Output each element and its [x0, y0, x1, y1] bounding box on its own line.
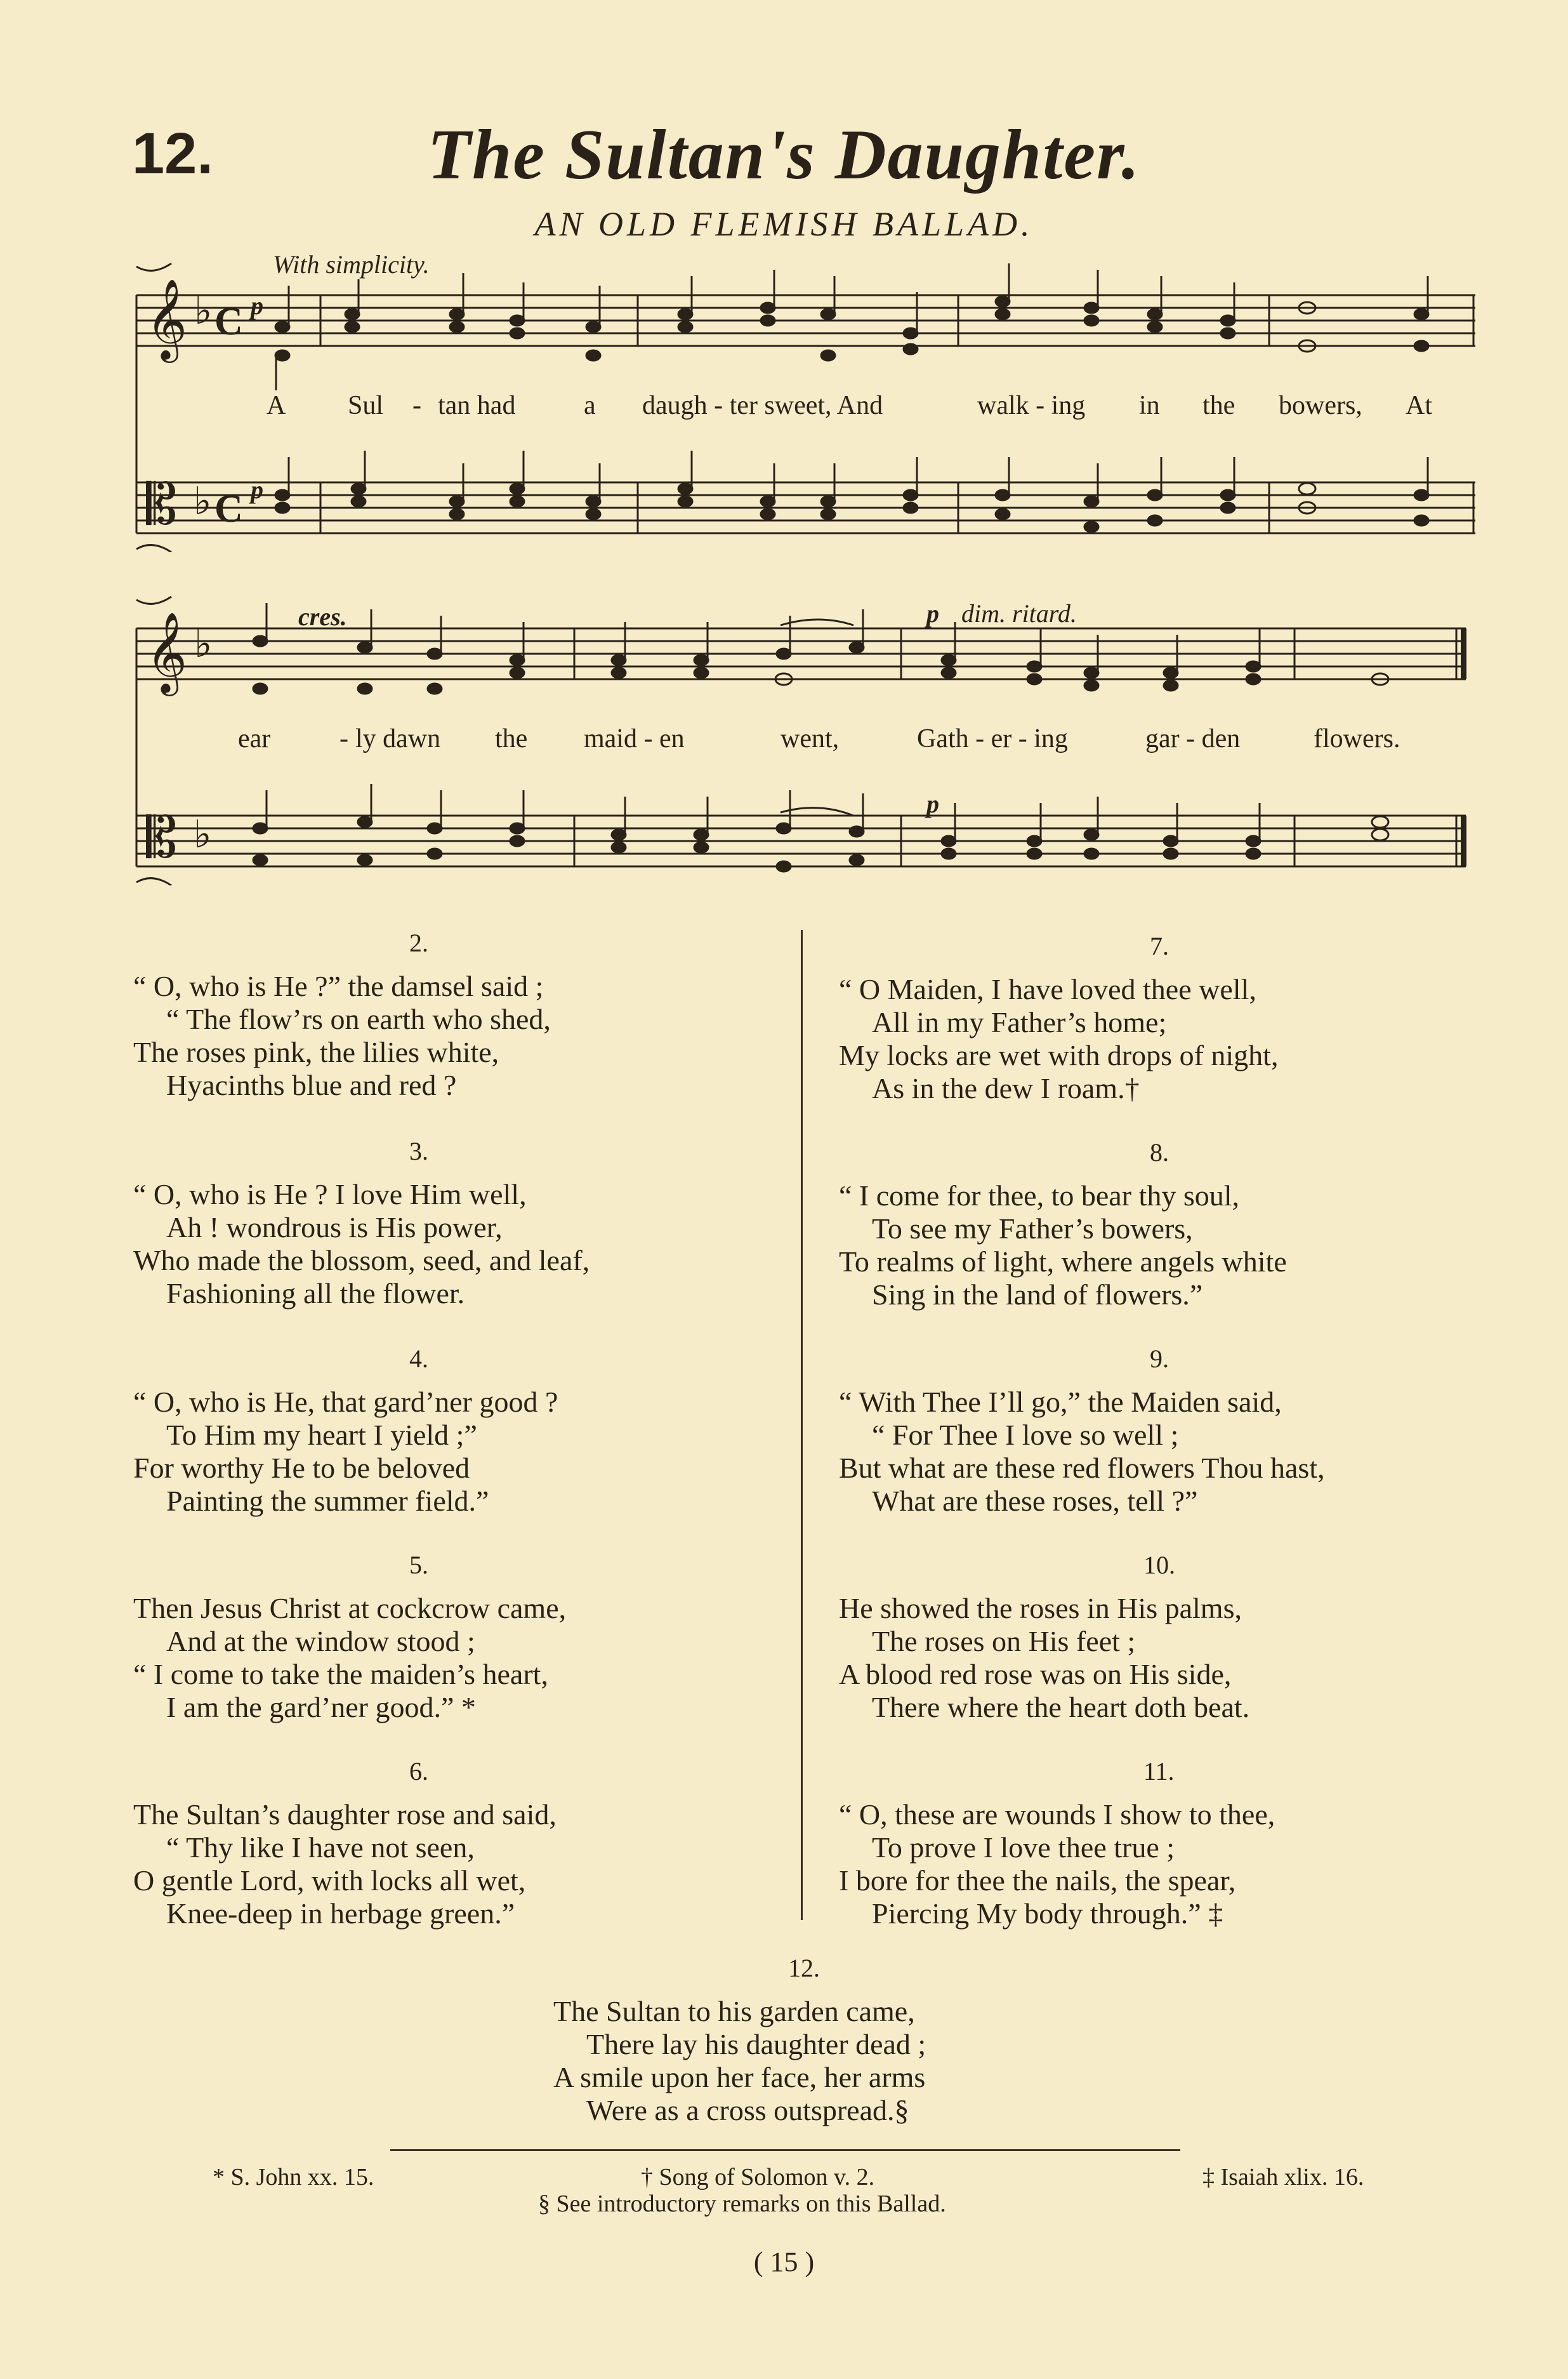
verse-line: “ The flow’rs on earth who shed,: [166, 1003, 551, 1035]
verse-line: O gentle Lord, with locks all wet,: [133, 1864, 526, 1897]
verse-line: “ I come to take the maiden’s heart,: [133, 1658, 548, 1690]
lyrics-line-1: [267, 391, 1432, 420]
common-time-icon: C: [214, 487, 243, 531]
verse-line: Were as a cross outspread.§: [586, 2094, 909, 2126]
dynamic-p: p: [926, 599, 939, 628]
verse-number: 4.: [409, 1344, 428, 1373]
verse-11: [839, 1755, 1486, 1930]
final-barline: [1461, 816, 1466, 866]
lyric-syllable: -: [412, 391, 421, 420]
lyric-syllable: gar - den: [1145, 724, 1241, 753]
verse-line: Who made the blossom, seed, and leaf,: [133, 1244, 590, 1276]
system-brace-top: [136, 263, 171, 270]
verse-8: [839, 1136, 1486, 1311]
dynamic-dim-ritard: dim. ritard.: [961, 599, 1077, 628]
verse-line: Ah ! wondrous is His power,: [166, 1211, 503, 1243]
lyric-syllable: -: [339, 724, 348, 753]
hymn-number: 12.: [132, 121, 213, 186]
lyric-syllable: daugh - ter sweet, And: [642, 391, 883, 420]
lyric-syllable: Sul: [348, 391, 384, 420]
lyric-syllable: in: [1139, 391, 1160, 420]
common-time-icon: C: [214, 300, 243, 343]
verse-line: There lay his daughter dead ;: [586, 2028, 926, 2060]
verse-3: [133, 1135, 704, 1310]
treble-clef-icon: 𝄞: [146, 611, 188, 692]
verse-line: Painting the summer field.”: [166, 1485, 489, 1517]
verse-line: I bore for thee the nails, the spear,: [839, 1864, 1236, 1897]
column-divider: [801, 930, 803, 1920]
verse-number: 6.: [409, 1757, 428, 1786]
subtitle: AN OLD FLEMISH BALLAD.: [534, 205, 1034, 243]
verse-line: A blood red rose was on His side,: [839, 1658, 1232, 1690]
verse-line: “ O, who is He ? I love Him well,: [133, 1178, 527, 1210]
verse-line: There where the heart doth beat.: [872, 1691, 1250, 1723]
lyric-syllable: bowers,: [1279, 391, 1362, 420]
verse-number: 2.: [409, 929, 428, 957]
alto-clef-icon: 𝄡: [146, 805, 178, 870]
final-barline: [1461, 628, 1466, 679]
verse-line: And at the window stood ;: [166, 1625, 475, 1657]
slur: [781, 620, 853, 625]
lyric-syllable: a: [584, 391, 596, 420]
verse-line: The roses on His feet ;: [872, 1625, 1136, 1657]
verse-line: For worthy He to be beloved: [133, 1452, 470, 1484]
staff-lines-treble-1: [136, 295, 1475, 346]
verse-line: “ O, who is He, that gard’ner good ?: [133, 1386, 558, 1418]
verse-line: “ For Thee I love so well ;: [872, 1419, 1179, 1451]
verse-line: “ O, who is He ?” the damsel said ;: [133, 970, 544, 1002]
verse-number: 10.: [1143, 1551, 1175, 1579]
verse-number: 11.: [1143, 1757, 1175, 1786]
verse-line: My locks are wet with drops of night,: [839, 1039, 1279, 1071]
footnote-rule: [390, 2149, 1180, 2151]
verse-line: He showed the roses in His palms,: [839, 1592, 1242, 1624]
system-brace-bottom: [136, 545, 171, 552]
verse-5: [133, 1549, 704, 1724]
verse-line: Piercing My body through.” ‡: [872, 1897, 1223, 1930]
verse-line: Sing in the land of flowers.”: [872, 1278, 1203, 1311]
verse-line: Hyacinths blue and red ?: [166, 1069, 457, 1101]
notes-system-2: [253, 636, 1388, 871]
system-brace-top: [136, 597, 171, 604]
lyrics-line-2: [238, 724, 1400, 753]
verse-line: “ With Thee I’ll go,” the Maiden said,: [839, 1386, 1282, 1418]
verse-line: What are these roses, tell ?”: [872, 1485, 1198, 1517]
score-system-2: [0, 587, 1568, 885]
verse-line: “ I come for thee, to bear thy soul,: [839, 1179, 1239, 1212]
dynamic-p: p: [926, 790, 939, 818]
verse-10: [839, 1549, 1486, 1724]
verse-line: But what are these red flowers Thou hast,: [839, 1452, 1325, 1484]
lyric-syllable: A: [267, 391, 286, 420]
verse-line: I am the gard’ner good.” *: [166, 1691, 476, 1723]
verse-line: “ O Maiden, I have loved thee well,: [839, 973, 1256, 1005]
verse-number: 3.: [409, 1137, 428, 1165]
lyric-syllable: ly dawn: [355, 724, 441, 753]
verse-9: [839, 1342, 1512, 1518]
verse-number: 8.: [1150, 1138, 1169, 1167]
staff-lines-bass-2: [136, 816, 1466, 866]
slur: [781, 808, 853, 816]
verse-4: [133, 1342, 704, 1518]
footnote: † Song of Solomon v. 2.: [641, 2164, 875, 2190]
footnote: * S. John xx. 15.: [213, 2164, 374, 2190]
alto-clef-icon: 𝄡: [146, 472, 178, 537]
flat-key-icon: ♭: [194, 622, 213, 666]
dynamic-p: p: [251, 475, 263, 504]
lyric-syllable: went,: [781, 724, 840, 753]
footnote: ‡ Isaiah xlix. 16.: [1202, 2164, 1364, 2190]
lyric-syllable: maid - en: [584, 724, 685, 753]
verse-line: Fashioning all the flower.: [166, 1277, 465, 1309]
note-stems-1: [276, 263, 1428, 501]
lyric-syllable: the: [1202, 391, 1235, 420]
score-system-1: [0, 254, 1568, 552]
lyric-syllable: ear: [238, 724, 271, 753]
verse-number: 12.: [788, 1954, 820, 1982]
lyric-syllable: the: [495, 724, 528, 753]
flat-key-icon: ♭: [194, 479, 212, 524]
verse-line: The Sultan to his garden came,: [553, 1995, 915, 2027]
page-title: The Sultan's Daughter.: [427, 116, 1141, 194]
verse-line: Then Jesus Christ at cockcrow came,: [133, 1592, 567, 1624]
verse-number: 7.: [1150, 932, 1169, 960]
verse-line: “ Thy like I have not seen,: [166, 1831, 475, 1864]
verse-number: 9.: [1150, 1344, 1169, 1373]
verse-line: To Him my heart I yield ;”: [166, 1419, 477, 1451]
verse-line: Knee-deep in herbage green.”: [166, 1897, 515, 1930]
lyric-syllable: flowers.: [1314, 724, 1400, 753]
dynamic-cres: cres.: [298, 602, 347, 631]
lyric-syllable: walk - ing: [977, 391, 1086, 420]
verse-12: [553, 1952, 1036, 2127]
page-number: ( 15 ): [753, 2246, 815, 2277]
verse-line: As in the dew I roam.†: [872, 1072, 1140, 1104]
staff-lines-treble-2: [136, 628, 1466, 679]
note-stems-2: [267, 603, 1260, 841]
verse-line: All in my Father’s home;: [872, 1006, 1167, 1038]
flat-key-icon: ♭: [194, 289, 213, 333]
verse-6: [133, 1755, 704, 1930]
treble-clef-icon: 𝄞: [146, 278, 188, 359]
flat-key-icon: ♭: [194, 812, 212, 857]
lyric-syllable: At: [1406, 391, 1432, 420]
staff-lines-bass-1: [136, 482, 1475, 533]
dynamic-p: p: [251, 291, 263, 320]
verse-7: [839, 930, 1486, 1105]
system-brace-bottom: [136, 878, 171, 885]
verse-line: The roses pink, the lilies white,: [133, 1036, 499, 1068]
verse-2: [133, 927, 704, 1102]
verse-line: To realms of light, where angels white: [839, 1245, 1287, 1278]
verse-line: To see my Father’s bowers,: [872, 1212, 1193, 1245]
tempo-marking: With simplicity.: [273, 254, 430, 279]
footnote: § See introductory remarks on this Ballad.: [538, 2190, 946, 2217]
verse-line: To prove I love thee true ;: [872, 1831, 1175, 1864]
verse-line: The Sultan’s daughter rose and said,: [133, 1798, 557, 1831]
lyric-syllable: Gath - er - ing: [917, 724, 1068, 753]
verse-number: 5.: [409, 1551, 428, 1579]
lyric-syllable: tan had: [438, 391, 516, 420]
verse-line: A smile upon her face, her arms: [553, 2061, 926, 2093]
verse-line: “ O, these are wounds I show to thee,: [839, 1798, 1275, 1831]
